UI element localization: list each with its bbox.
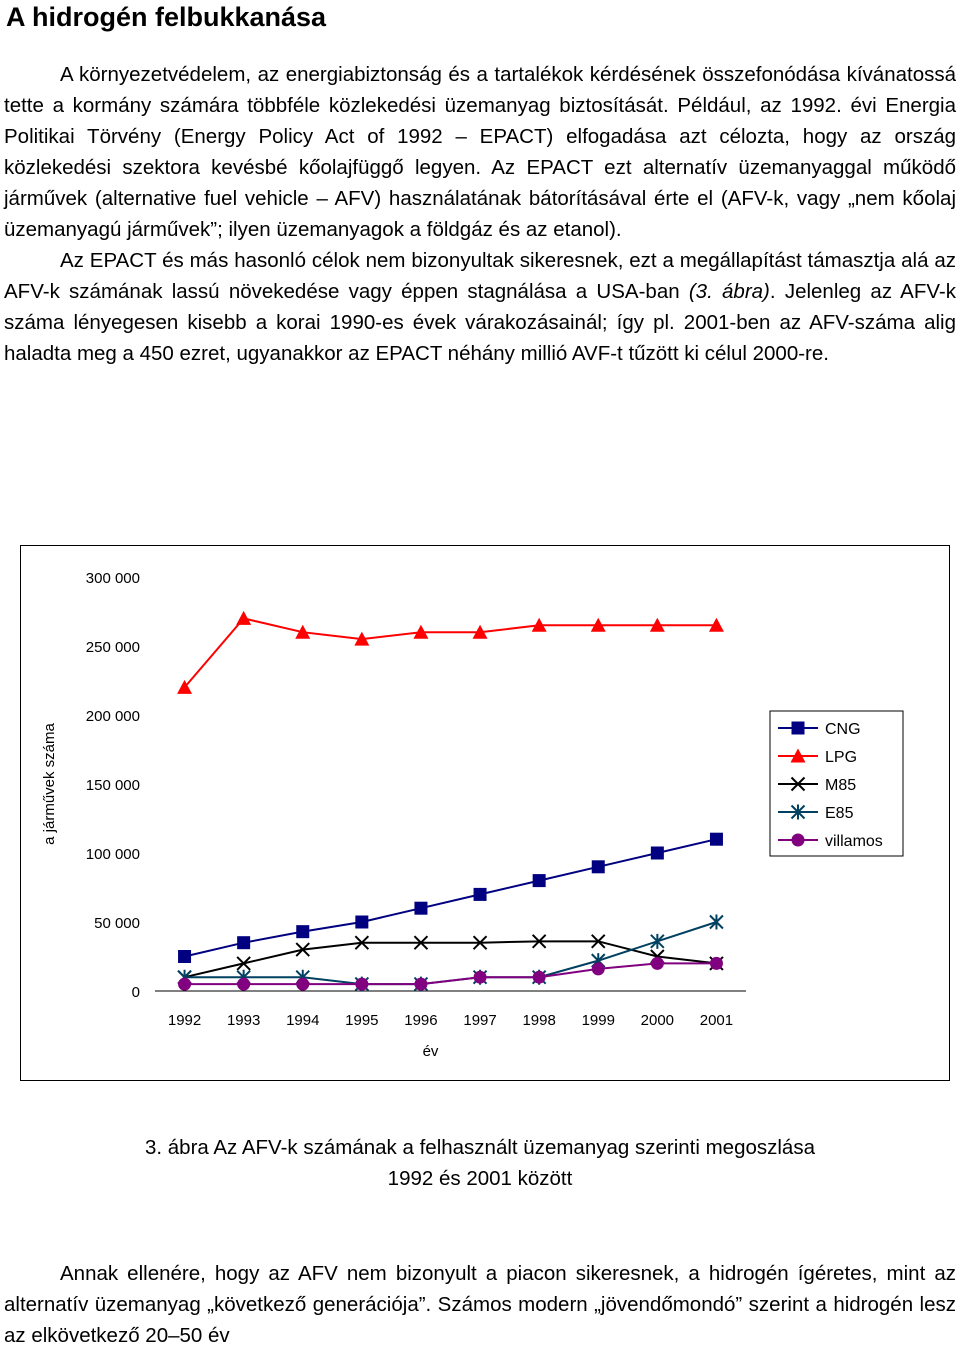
intro-text: [4, 59, 956, 369]
data-point-villamos: [474, 971, 487, 984]
data-point-cng: [414, 902, 427, 915]
x-tick-label: 1999: [581, 1012, 615, 1029]
legend-label-cng: CNG: [825, 721, 861, 738]
data-point-villamos: [296, 978, 309, 991]
caption-line-2: 1992 és 2001 között: [387, 1167, 573, 1190]
x-tick-label: 1998: [522, 1012, 556, 1029]
data-point-cng: [237, 936, 250, 949]
x-tick-label: 2001: [699, 1012, 734, 1029]
data-point-cng: [651, 847, 664, 860]
data-point-villamos: [651, 957, 664, 970]
y-tick-label: 150 000: [85, 777, 140, 794]
data-point-cng: [710, 833, 723, 846]
data-point-m85: [237, 957, 250, 970]
series-line-villamos: [185, 963, 717, 984]
x-tick-label: 2000: [640, 1012, 675, 1029]
caption-line-1: 3. ábra Az AFV-k számának a felhasznált üzemanyag szerinti megoszlása: [144, 1136, 815, 1159]
data-point-villamos: [592, 962, 605, 975]
y-tick-label: 100 000: [85, 846, 140, 863]
legend-marker-cng: [792, 722, 805, 735]
paragraph-2: [4, 245, 956, 369]
x-tick-label: 1996: [404, 1012, 438, 1029]
data-point-villamos: [710, 957, 723, 970]
figure-frame: [20, 545, 950, 1081]
paragraph-1: A környezetvédelem, az energiabiztonság és a tartalékok kérdésének összefonódása kívánatossá tette a kormány számára többféle közlekedési üzemanyag biztosítását. Például, az 1992. évi Energia Politikai Törvény (Energy Policy Act of 1992 – EPACT) elfogadása azt célozta, hogy az ország közlekedési szektora kevésbé kőolajfüggő legyen. Az EPACT ezt alternatív üzemanyaggal működő járművek (alternative fuel vehicle – AFV) használatának bátorításával érte el (AFV-k, vagy „nem kőolaj üzemanyagú járművek”; ilyen üzemanyagok a földgáz és az etanol).: [4, 63, 956, 241]
y-tick-label: 250 000: [85, 639, 140, 656]
data-point-cng: [355, 916, 368, 929]
data-point-villamos: [178, 978, 191, 991]
data-point-lpg: [236, 611, 251, 625]
y-axis-title: a járművek száma: [41, 723, 58, 845]
x-tick-label: 1994: [286, 1012, 320, 1029]
data-point-villamos: [355, 978, 368, 991]
y-tick-label: 0: [131, 984, 140, 1001]
page-title: A hidrogén felbukkanása: [6, 2, 327, 32]
chart: [21, 546, 949, 1080]
figure-reference: (3. ábra): [688, 280, 770, 303]
data-point-e85: [651, 934, 664, 949]
data-point-e85: [710, 915, 723, 930]
legend-label-e85: E85: [825, 805, 854, 822]
data-point-villamos: [414, 978, 427, 991]
closing-text: [4, 1258, 956, 1351]
y-tick-label: 50 000: [94, 915, 140, 932]
series-line-m85: [185, 941, 717, 977]
x-axis-title: év: [422, 1043, 439, 1060]
paragraph-2-text-b: . Jelenleg az AFV-k száma lényegesen kisebb a korai 1990-es évek várakozásainál; így pl. 2001-ben az AFV-száma alig haladta meg a 450 ezret, ugyanakkor az EPACT néhány millió AVF-t tűzött ki célul 2000-re.: [4, 280, 957, 365]
data-point-cng: [178, 950, 191, 963]
x-tick-label: 1995: [345, 1012, 379, 1029]
data-point-villamos: [237, 978, 250, 991]
series-line-e85: [185, 922, 717, 984]
data-point-villamos: [533, 971, 546, 984]
legend-marker-villamos: [792, 834, 805, 847]
y-tick-label: 200 000: [85, 708, 140, 725]
data-point-cng: [533, 874, 546, 887]
figure-caption: [0, 1132, 960, 1194]
legend-label-lpg: LPG: [825, 749, 858, 766]
legend-label-m85: M85: [825, 777, 857, 794]
paragraph-2-text-a: Az EPACT és más hasonló célok nem bizonyultak sikeresnek, ezt a megállapítást támasztja alá az AFV-k számának lassú növekedése vagy éppen stagnálása a USA-ban: [4, 249, 956, 303]
x-tick-label: 1997: [463, 1012, 497, 1029]
data-point-cng: [474, 888, 487, 901]
x-tick-label: 1993: [226, 1012, 261, 1029]
legend-label-villamos: villamos: [825, 833, 883, 850]
series-line-cng: [185, 839, 717, 956]
data-point-cng: [592, 860, 605, 873]
series-line-lpg: [185, 618, 717, 687]
paragraph-3: Annak ellenére, hogy az AFV nem bizonyult a piacon sikeresnek, a hidrogén ígéretes, mint az alternatív üzemanyag „következő generációja”. Számos modern „jövendőmondó” szerint a hidrogén lesz az elkövetkező 20–50 év: [4, 1262, 956, 1347]
x-tick-label: 1992: [167, 1012, 202, 1029]
y-tick-label: 300 000: [85, 570, 140, 587]
data-point-cng: [296, 925, 309, 938]
